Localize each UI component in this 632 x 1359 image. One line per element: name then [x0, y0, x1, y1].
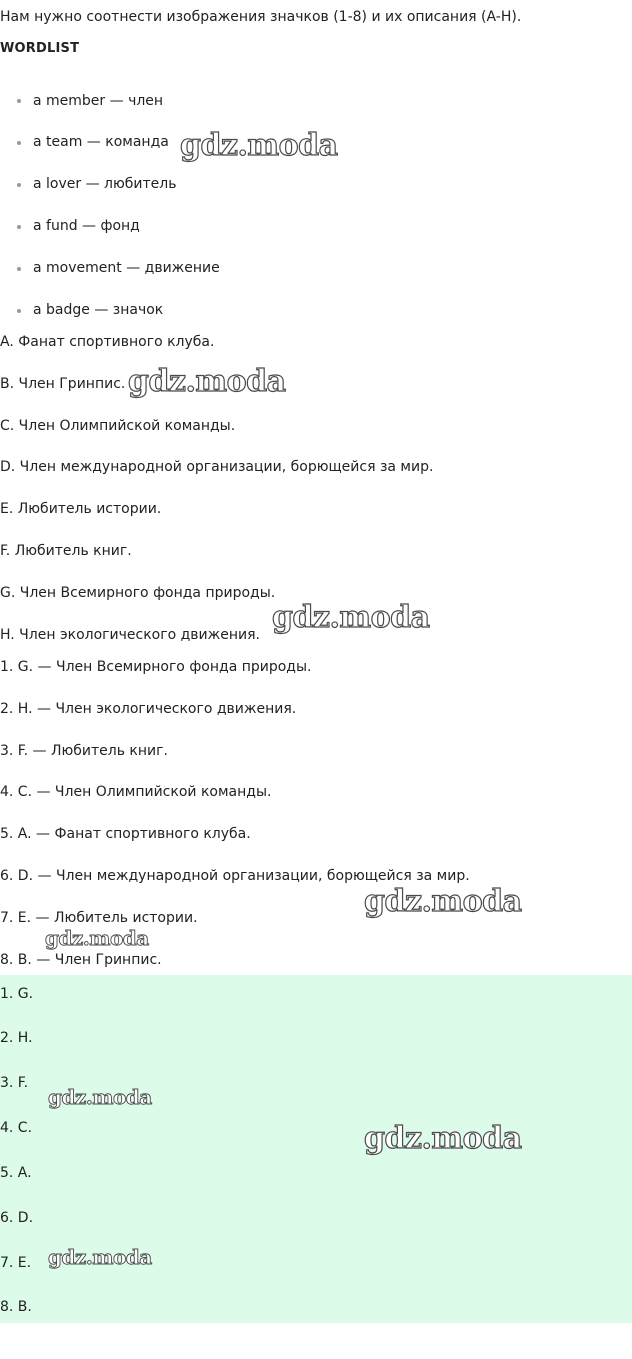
- match-item: 6. D. — Член международной организации, борющейся за мир.: [0, 868, 470, 884]
- wordlist-item: a lover — любитель: [33, 176, 177, 192]
- match-item: 7. E. — Любитель истории.: [0, 910, 198, 926]
- answer-item: 4. C.: [0, 1120, 33, 1136]
- watermark: gdz.moda: [45, 926, 149, 950]
- watermark: gdz.moda: [364, 1121, 522, 1156]
- description-item: F. Любитель книг.: [0, 543, 132, 559]
- watermark: gdz.moda: [364, 884, 522, 919]
- bullet-dot: [17, 225, 21, 229]
- match-item: 1. G. — Член Всемирного фонда природы.: [0, 659, 312, 675]
- answer-box: [0, 975, 632, 1323]
- wordlist-item: a team — команда: [33, 134, 169, 150]
- description-item: A. Фанат спортивного клуба.: [0, 334, 215, 350]
- bullet-dot: [17, 141, 21, 145]
- description-item: C. Член Олимпийской команды.: [0, 418, 236, 434]
- bullet-dot: [17, 267, 21, 271]
- watermark: gdz.moda: [48, 1085, 152, 1109]
- description-item: H. Член экологического движения.: [0, 627, 260, 643]
- watermark: gdz.moda: [180, 128, 338, 163]
- watermark: gdz.moda: [48, 1245, 152, 1269]
- match-item: 3. F. — Любитель книг.: [0, 743, 168, 759]
- answer-item: 5. A.: [0, 1165, 32, 1181]
- answer-item: 2. H.: [0, 1030, 33, 1046]
- bullet-dot: [17, 99, 21, 103]
- wordlist-item: a movement — движение: [33, 260, 220, 276]
- description-item: B. Член Гринпис.: [0, 376, 126, 392]
- match-item: 4. C. — Член Олимпийской команды.: [0, 784, 272, 800]
- wordlist-heading: WORDLIST: [0, 41, 80, 56]
- watermark: gdz.moda: [128, 364, 286, 399]
- bullet-dot: [17, 183, 21, 187]
- description-item: G. Член Всемирного фонда природы.: [0, 585, 276, 601]
- watermark: gdz.moda: [272, 600, 430, 635]
- intro-text: Нам нужно соотнести изображения значков (1-8) и их описания (A-H).: [0, 9, 522, 25]
- answer-item: 8. B.: [0, 1299, 32, 1315]
- match-item: 2. H. — Член экологического движения.: [0, 701, 297, 717]
- match-item: 5. A. — Фанат спортивного клуба.: [0, 826, 251, 842]
- description-item: E. Любитель истории.: [0, 501, 162, 517]
- answer-item: 3. F.: [0, 1075, 29, 1091]
- match-item: 8. B. — Член Гринпис.: [0, 952, 162, 968]
- bullet-dot: [17, 309, 21, 313]
- wordlist-item: a member — член: [33, 93, 164, 109]
- description-item: D. Член международной организации, борющейся за мир.: [0, 459, 434, 475]
- answer-item: 7. E.: [0, 1255, 32, 1271]
- wordlist-item: a fund — фонд: [33, 218, 140, 234]
- wordlist-item: a badge — значок: [33, 302, 164, 318]
- answer-item: 1. G.: [0, 986, 34, 1002]
- answer-item: 6. D.: [0, 1210, 34, 1226]
